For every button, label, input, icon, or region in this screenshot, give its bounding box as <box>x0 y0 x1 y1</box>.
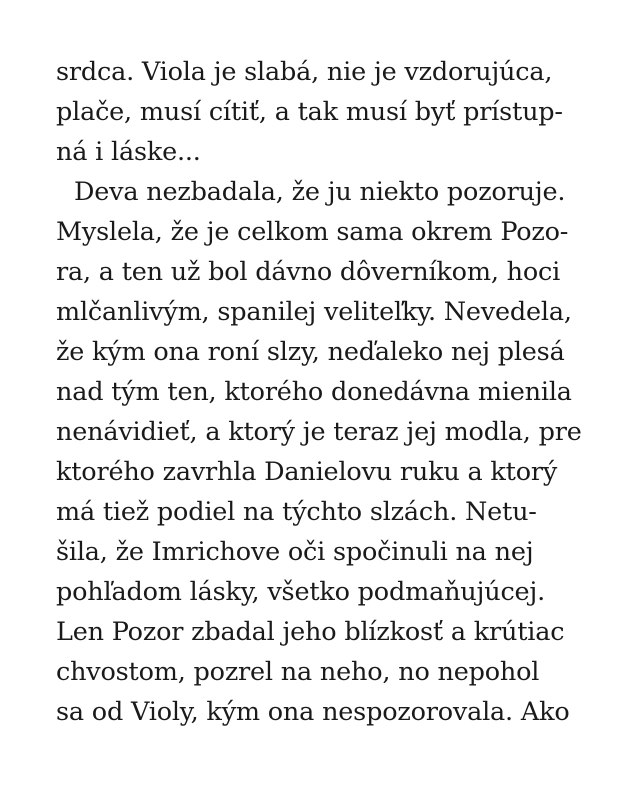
body-text <box>56 52 596 732</box>
paragraph-start-line: Deva nezbadala, že ju niekto pozoruje. <box>74 177 566 207</box>
text-line: ktorého zavrhla Danielovu ruku a ktorý <box>56 457 558 487</box>
text-line: chvostom, pozrel na neho, no nepohol <box>56 657 540 687</box>
text-line: že kým ona roní slzy, neďaleko nej plesá <box>56 337 565 367</box>
text-line: pohľadom lásky, všetko podmaňujúcej. <box>56 577 546 607</box>
text-line: nad tým ten, ktorého donedávna mienila <box>56 377 572 407</box>
text-line: nenávidieť, a ktorý je teraz jej modla, pre <box>56 417 582 447</box>
text-line: plače, musí cítiť, a tak musí byť prístup- <box>56 97 563 127</box>
text-line: má tiež podiel na týchto slzách. Netu- <box>56 497 537 527</box>
text-line: ná i láske... <box>56 137 201 167</box>
text-line: srdca. Viola je slabá, nie je vzdorujúca, <box>56 57 553 87</box>
text-line: Len Pozor zbadal jeho blízkosť a krútiac <box>56 617 565 647</box>
text-line: ra, a ten už bol dávno dôverníkom, hoci <box>56 257 561 287</box>
text-line: mlčanlivým, spanilej veliteľky. Nevedela, <box>56 297 572 327</box>
text-line: šila, že Imrichove oči spočinuli na nej <box>56 537 534 567</box>
text-line: Myslela, že je celkom sama okrem Pozo- <box>56 217 569 247</box>
text-line: sa od Violy, kým ona nespozorovala. Ako <box>56 697 570 727</box>
